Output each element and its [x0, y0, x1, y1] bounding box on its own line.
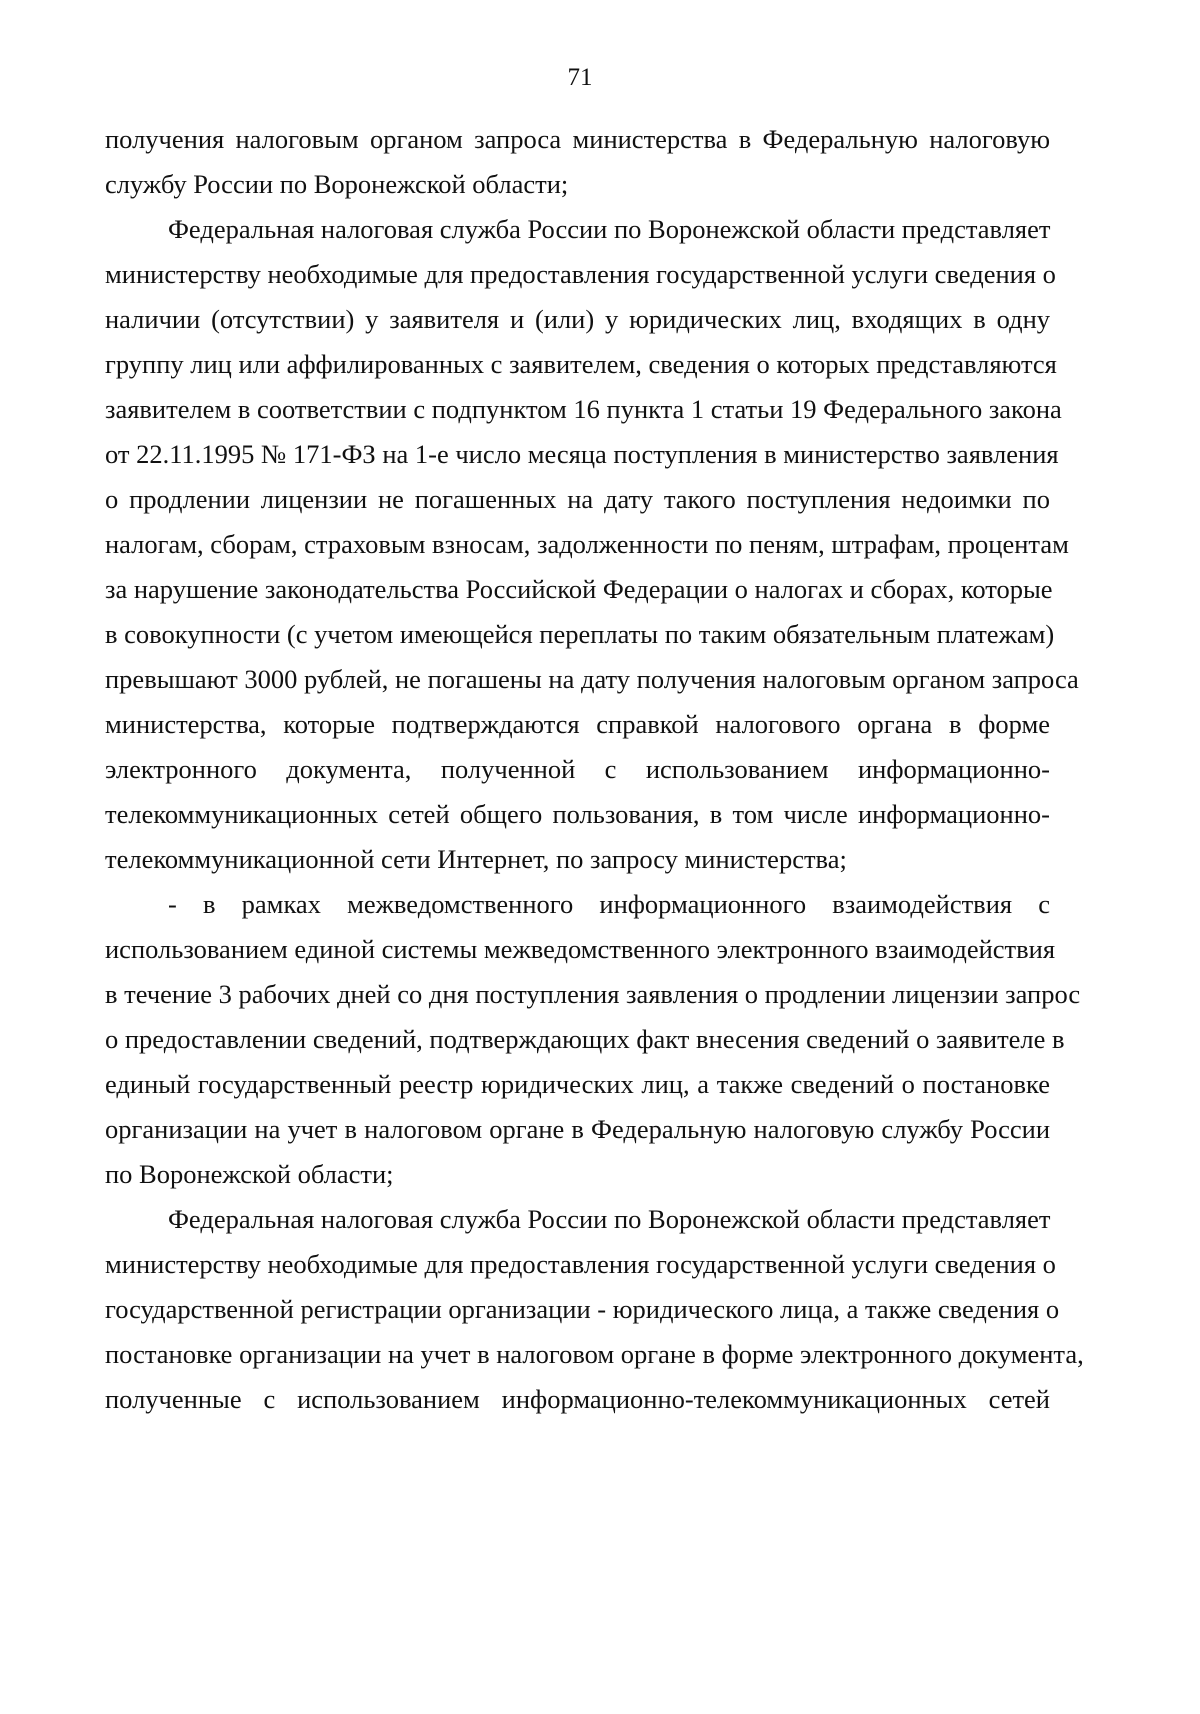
- text-line: наличии (отсутствии) у заявителя и (или) у юридических лиц, входящих в одну: [105, 304, 1050, 334]
- text-line: единый государственный реестр юридических лиц, а также сведений о постановке: [105, 1069, 1050, 1099]
- text-line: получения налоговым органом запроса министерства в Федеральную налоговую: [105, 124, 1050, 154]
- text-line: использованием единой системы межведомственного электронного взаимодействия: [105, 934, 1056, 964]
- text-line: Федеральная налоговая служба России по Воронежской области представляет: [168, 1204, 1051, 1234]
- text-line: о продлении лицензии не погашенных на дату такого поступления недоимки по: [105, 484, 1050, 514]
- text-line: постановке организации на учет в налоговом органе в форме электронного документа,: [105, 1339, 1084, 1369]
- text-line: группу лиц или аффилированных с заявителем, сведения о которых представляются: [105, 349, 1057, 379]
- text-line: министерству необходимые для предоставления государственной услуги сведения о: [105, 259, 1056, 289]
- text-line: полученные с использованием информационно-телекоммуникационных сетей: [105, 1384, 1050, 1414]
- text-line: в совокупности (с учетом имеющейся переплаты по таким обязательным платежам): [105, 619, 1055, 649]
- text-line: телекоммуникационных сетей общего пользования, в том числе информационно-: [105, 799, 1050, 829]
- text-line: превышают 3000 рублей, не погашены на дату получения налоговым органом запроса: [105, 664, 1079, 694]
- text-line: министерства, которые подтверждаются справкой налогового органа в форме: [105, 709, 1050, 739]
- text-line: заявителем в соответствии с подпунктом 16 пункта 1 статьи 19 Федерального закона: [105, 394, 1062, 424]
- text-line: по Воронежской области;: [105, 1159, 394, 1189]
- text-line: о предоставлении сведений, подтверждающих факт внесения сведений о заявителе в: [105, 1024, 1065, 1054]
- text-line: от 22.11.1995 № 171-ФЗ на 1-е число месяца поступления в министерство заявления: [105, 439, 1059, 469]
- text-line: за нарушение законодательства Российской Федерации о налогах и сборах, которые: [105, 574, 1053, 604]
- text-line: министерству необходимые для предоставления государственной услуги сведения о: [105, 1249, 1056, 1279]
- text-line: службу России по Воронежской области;: [105, 169, 569, 199]
- text-line: в течение 3 рабочих дней со дня поступления заявления о продлении лицензии запрос: [105, 979, 1081, 1009]
- document-body: [105, 117, 1084, 1422]
- text-line: организации на учет в налоговом органе в Федеральную налоговую службу России: [105, 1114, 1050, 1144]
- text-line: электронного документа, полученной с использованием информационно-: [105, 754, 1050, 784]
- text-line: государственной регистрации организации - юридического лица, а также сведения о: [105, 1294, 1060, 1324]
- text-line: налогам, сборам, страховым взносам, задолженности по пеням, штрафам, процентам: [105, 529, 1069, 559]
- page-number: 71: [567, 64, 593, 91]
- text-line: - в рамках межведомственного информационного взаимодействия с: [168, 889, 1050, 919]
- text-line: телекоммуникационной сети Интернет, по запросу министерства;: [105, 844, 847, 874]
- text-line: Федеральная налоговая служба России по Воронежской области представляет: [168, 214, 1051, 244]
